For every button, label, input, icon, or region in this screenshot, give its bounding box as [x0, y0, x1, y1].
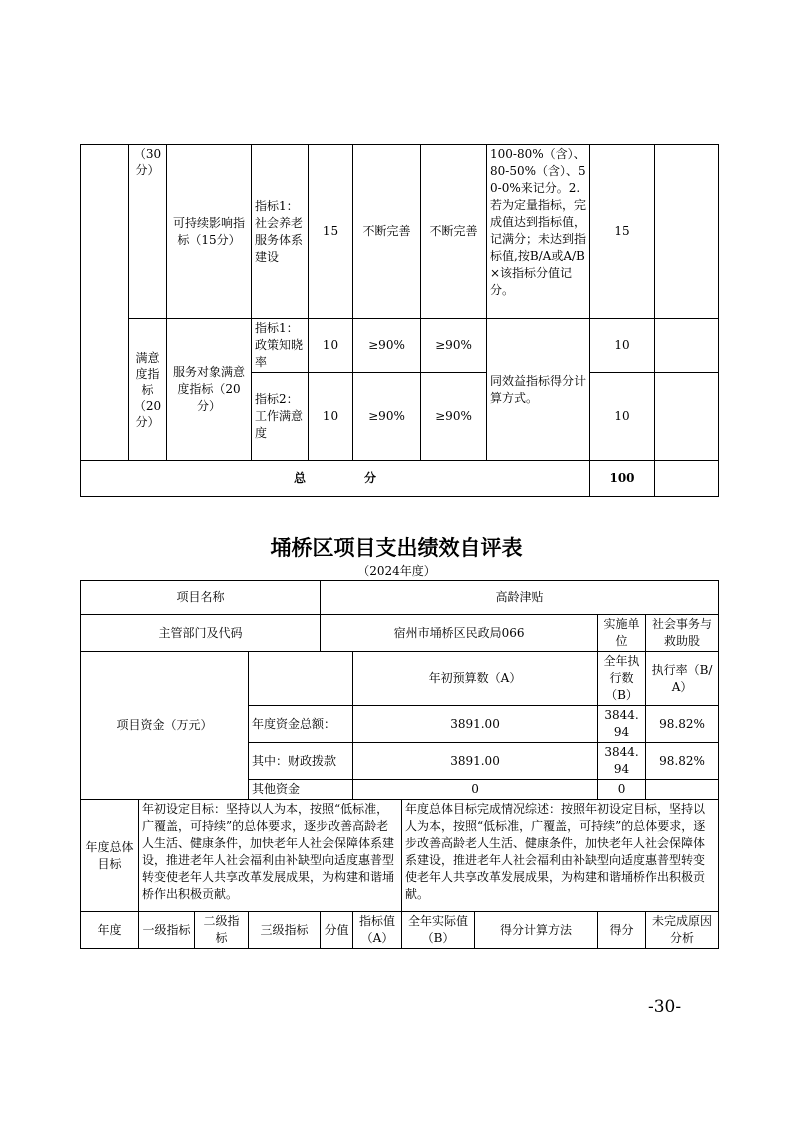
total-value: 100: [590, 461, 655, 497]
funds-rate: 98.82%: [646, 743, 719, 780]
indicator-weight: 10: [309, 319, 353, 373]
indicator-weight: 15: [309, 145, 353, 319]
blank-cell: [655, 145, 719, 319]
funds-exec: 3844.94: [598, 743, 646, 780]
header-score: 得分: [598, 912, 646, 949]
score-method: 100-80%（含）、80-50%（含）、50-0%来记分。2.若为定量指标，完成值达到指标值，记满分；未达到指标值,按B/A或A/B×该指标分值记分。: [487, 145, 590, 319]
indicator-score: 10: [590, 319, 655, 373]
category-sustainable: 可持续影响指标（15分）: [167, 145, 252, 319]
header-target: 指标值（A）: [353, 912, 402, 949]
indicator-actual: ≥90%: [421, 373, 487, 461]
funds-row-label: 年度资金总额：: [249, 706, 353, 743]
project-name-label: 项目名称: [81, 581, 321, 615]
col-exec: 全年执行数（B）: [598, 652, 646, 706]
year-label: （2024年度）: [357, 564, 436, 578]
indicator-score: 10: [590, 373, 655, 461]
funds-row-label: 其中：财政拨款: [249, 743, 353, 780]
blank-cell: [655, 373, 719, 461]
funds-exec: 3844.94: [598, 706, 646, 743]
header-reason: 未完成原因分析: [646, 912, 719, 949]
dept-label: 主管部门及代码: [81, 615, 321, 652]
satisfaction-category: 服务对象满意度指标（20分）: [167, 319, 252, 461]
header-weight: 分值: [321, 912, 353, 949]
header-level2: 二级指标: [195, 912, 249, 949]
col-budget: 年初预算数（A）: [353, 652, 598, 706]
self-evaluation-table: [80, 580, 719, 949]
funds-budget: 3891.00: [353, 743, 598, 780]
blank-cell: [655, 461, 719, 497]
blank-cell: [81, 145, 129, 461]
indicator-weight: 10: [309, 373, 353, 461]
indicator-actual: 不断完善: [421, 145, 487, 319]
header-method: 得分计算方法: [475, 912, 598, 949]
indicator-score: 15: [590, 145, 655, 319]
group-score: （30分）: [129, 145, 167, 319]
funds-budget: 0: [353, 780, 598, 800]
funds-budget: 3891.00: [353, 706, 598, 743]
goal-completion: 年度总体目标完成情况综述：按照年初设定目标，坚持以人为本，按照“低标准，广覆盖，可持续”的总体要求，逐步改善高龄老人生活、健康条件，加快老年人社会保障体系建设，推进老年人社会福利由补缺型向适度惠普型转变使老年人共享改革发展成果，为构建和谐埇桥作出积极贡献。: [402, 800, 719, 912]
impl-value: 社会事务与救助股: [646, 615, 719, 652]
score-method: 同效益指标得分计算方式。: [487, 319, 590, 461]
satisfaction-group: 满意度指标（20分）: [129, 319, 167, 461]
funds-rate: [646, 780, 719, 800]
indicator-table-continued: [80, 144, 719, 497]
dept-value: 宿州市埇桥区民政局066: [321, 615, 598, 652]
indicator-name: 指标1：社会养老服务体系建设: [252, 145, 309, 319]
indicator-actual: ≥90%: [421, 319, 487, 373]
header-actual: 全年实际值（B）: [402, 912, 475, 949]
header-year: 年度: [81, 912, 139, 949]
indicator-target: ≥90%: [353, 373, 421, 461]
funds-row-label: 其他资金: [249, 780, 353, 800]
header-level3: 三级指标: [249, 912, 321, 949]
project-name-value: 高龄津贴: [321, 581, 719, 615]
col-rate: 执行率（B/A）: [646, 652, 719, 706]
indicator-name: 指标1：政策知晓率: [252, 319, 309, 373]
blank-cell: [655, 319, 719, 373]
indicator-name: 指标2：工作满意度: [252, 373, 309, 461]
goal-initial: 年初设定目标：坚持以人为本，按照“低标准，广覆盖，可持续”的总体要求，逐步改善高龄老人生活、健康条件，加快老年人社会保障体系建设，推进老年人社会福利由补缺型向适度惠普型转变使老年人共享改革发展成果，为构建和谐埇桥作出积极贡献。: [139, 800, 402, 912]
page-title: 埇桥区项目支出绩效自评表: [270, 536, 523, 560]
total-label: 总 分: [81, 461, 590, 497]
funds-exec: 0: [598, 780, 646, 800]
funds-label: 项目资金（万元）: [81, 652, 249, 800]
goal-label: 年度总体目标: [81, 800, 139, 912]
page-number: -30-: [648, 997, 682, 1017]
indicator-target: 不断完善: [353, 145, 421, 319]
indicator-target: ≥90%: [353, 319, 421, 373]
funds-rate: 98.82%: [646, 706, 719, 743]
header-level1: 一级指标: [139, 912, 195, 949]
blank-cell: [249, 652, 353, 706]
impl-label: 实施单位: [598, 615, 646, 652]
